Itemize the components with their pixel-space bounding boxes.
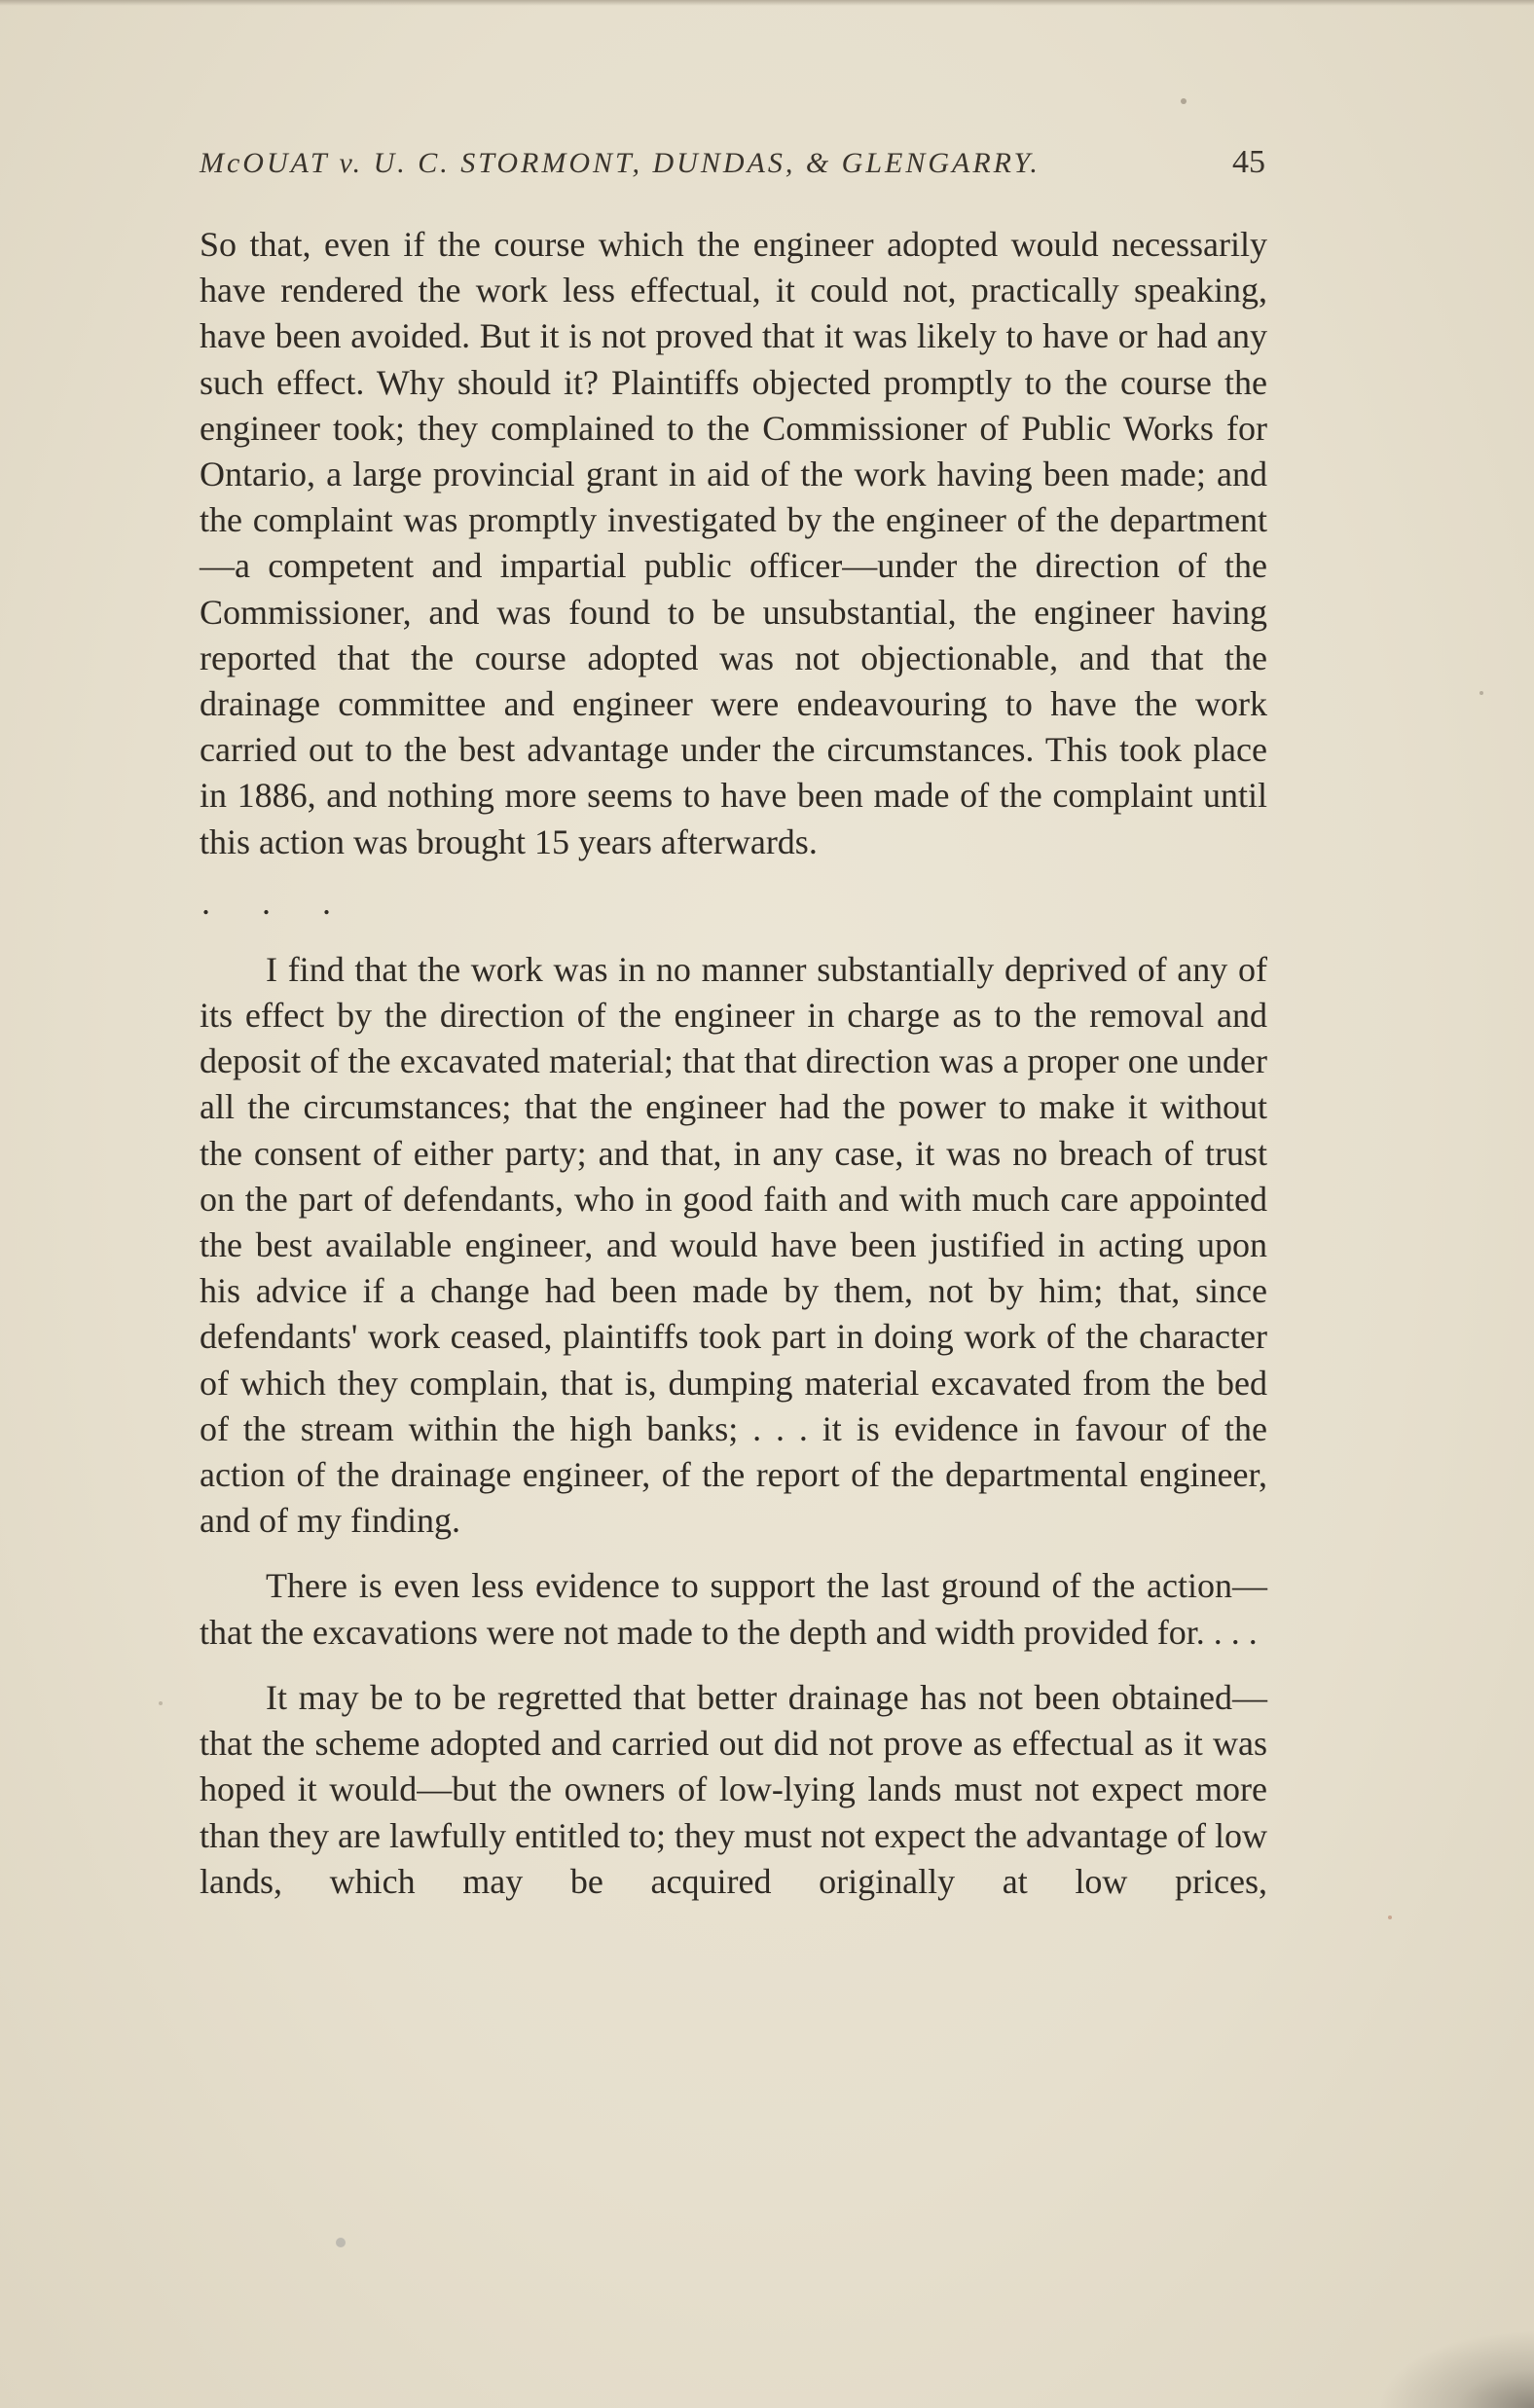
page-body <box>200 222 1267 1905</box>
paragraph-4: It may be to be regretted that better drainage has not been obtained—that the scheme adopted and carried out did not prove as effectual as it was hoped it would—but the owners of low-lying lands must not expect more than they are lawfully entitled to; they must not expect the advantage of low lands, which may be acquired originally at low prices, <box>200 1677 1267 1901</box>
spacer <box>200 1544 1267 1563</box>
page-header <box>200 144 1265 202</box>
running-head: McOUAT v. U. C. STORMONT, DUNDAS, & GLENGARRY. <box>200 147 1041 179</box>
paragraph-1: So that, even if the course which the engineer adopted would necessarily have rendered the work less effectual, it could not, practically speaking, have been avoided. But it is not proved that it was likely to have or had any such effect. Why should it? Plaintiffs objected promptly to the course the engineer took; they complained to the Commissioner of Public Works for Ontario, a large provincial grant in aid of the work having been made; and the complaint was promptly investigated by the engineer of the department—a competent and impartial public officer—under the direction of the Commissioner, and was found to be unsubstantial, the engineer having reported that the course adopted was not objectionable, and that the drainage committee and engineer were endeavouring to have the work carried out to the best advantage under the circumstances. This took place in 1886, and nothing more seems to have been made of the complaint until this action was brought 15 years afterwards. <box>200 225 1267 861</box>
section-ellipsis: . . . <box>201 882 352 922</box>
page-number: 45 <box>1232 144 1265 180</box>
spacer <box>200 1656 1267 1675</box>
page-corner-shadow <box>1378 2330 1534 2408</box>
paragraph-3: There is even less evidence to support the last ground of the action—that the excavations were not made to the depth and width provided for. . . . <box>200 1566 1267 1652</box>
page-top-edge <box>0 0 1534 6</box>
spacer <box>200 865 1267 883</box>
paragraph-2: I find that the work was in no manner substantially deprived of any of its effect by the direction of the engineer in charge as to the removal and deposit of the excavated material; that that direction was a proper one under all the circumstances; that the engineer had the power to make it without the consent of either party; and that, in any case, it was no breach of trust on the part of defendants, who in good faith and with much care appointed the best available engineer, and would have been justified in acting upon his advice if a change had been made by them, not by him; that, since defendants' work ceased, plaintiffs took part in doing work of the character of which they complain, that is, dumping material excavated from the bed of the stream within the high banks; . . . it is evidence in favour of the action of the drainage engineer, of the report of the departmental engineer, and of my finding. <box>200 949 1267 1541</box>
